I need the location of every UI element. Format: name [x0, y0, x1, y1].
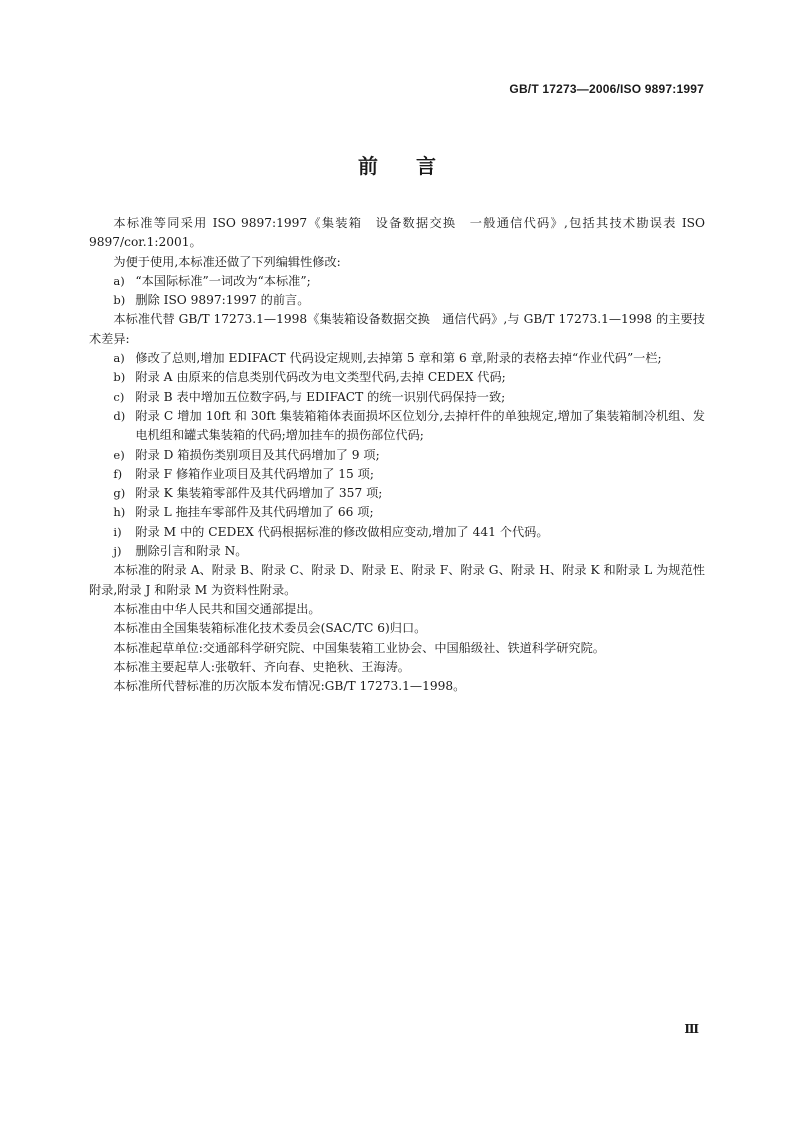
item-label: c) — [113, 389, 125, 404]
item-text: 附录 M 中的 CEDEX 代码根据标准的修改做相应变动,增加了 441 个代码。 — [135, 524, 549, 539]
difference-list-item — [89, 446, 705, 465]
item-text: “本国际标准”一词改为“本标准”; — [135, 273, 311, 288]
item-label: j) — [113, 544, 122, 559]
item-text: 删除 ISO 9897:1997 的前言。 — [135, 293, 310, 308]
difference-list-item — [89, 407, 705, 446]
intro-paragraph: 本标准等同采用 ISO 9897:1997《集装箱 设备数据交换 一般通信代码》,包括其技术勘误表 ISO 9897/cor.1:2001。 — [89, 216, 705, 250]
closing-paragraph: 本标准主要起草人:张敬轩、齐向春、史艳秋、王海涛。 — [113, 659, 410, 674]
item-text: 附录 L 拖挂车零部件及其代码增加了 66 项; — [135, 505, 374, 520]
item-label: f) — [113, 466, 123, 481]
difference-list-item — [89, 542, 705, 561]
item-label: h) — [113, 505, 126, 520]
closing-paragraph: 本标准的附录 A、附录 B、附录 C、附录 D、附录 E、附录 F、附录 G、附录 H、附录 K 和附录 L 为规范性附录,附录 J 和附录 M 为资料性附录。 — [89, 563, 705, 597]
item-text: 修改了总则,增加 EDIFACT 代码设定规则,去掉第 5 章和第 6 章,附录的表格去掉“作业代码”一栏; — [135, 351, 662, 366]
item-label: b) — [113, 370, 126, 385]
item-text: 删除引言和附录 N。 — [135, 544, 248, 559]
difference-list-item — [89, 368, 705, 387]
difference-list-item — [89, 465, 705, 484]
item-text: 附录 D 箱损伤类别项目及其代码增加了 9 项; — [135, 447, 380, 462]
difference-list-item — [89, 388, 705, 407]
item-label: b) — [113, 293, 126, 308]
replace-paragraph: 本标准代替 GB/T 17273.1—1998《集装箱设备数据交换 通信代码》,与 GB/T 17273.1—1998 的主要技术差异: — [89, 312, 705, 346]
item-text: 附录 B 表中增加五位数字码,与 EDIFACT 的统一识别代码保持一致; — [135, 389, 506, 404]
closing-paragraph: 本标准起草单位:交通部科学研究院、中国集装箱工业协会、中国船级社、铁道科学研究院。 — [113, 640, 605, 655]
difference-list-item — [89, 523, 705, 542]
item-label: a) — [113, 273, 125, 288]
page-title: 前言 — [358, 154, 474, 178]
edit-list-item — [89, 272, 705, 291]
difference-list-item — [89, 349, 705, 368]
item-label: a) — [113, 351, 125, 366]
item-label: d) — [113, 408, 126, 423]
item-text: 附录 K 集装箱零部件及其代码增加了 357 项; — [135, 486, 383, 501]
edit-list-item — [89, 291, 705, 310]
item-label: i) — [113, 524, 122, 539]
standard-code-header: GB/T 17273—2006/ISO 9897:1997 — [509, 82, 704, 96]
item-label: e) — [113, 447, 125, 462]
page-number: Ⅲ — [684, 1022, 698, 1036]
closing-paragraph: 本标准所代替标准的历次版本发布情况:GB/T 17273.1—1998。 — [113, 679, 466, 694]
difference-list-item — [89, 484, 705, 503]
item-text: 附录 A 由原来的信息类别代码改为电文类型代码,去掉 CEDEX 代码; — [135, 370, 506, 385]
intro-paragraph: 为便于使用,本标准还做了下列编辑性修改: — [113, 254, 341, 269]
item-text: 附录 C 增加 10ft 和 30ft 集装箱箱体表面损坏区位划分,去掉杆件的单独规定,增加了集装箱制冷机组、发电机组和罐式集装箱的代码;增加挂车的损伤部位代码; — [135, 408, 705, 443]
closing-paragraph: 本标准由全国集装箱标准化技术委员会(SAC/TC 6)归口。 — [113, 621, 427, 636]
preface-body — [89, 214, 705, 696]
item-text: 附录 F 修箱作业项目及其代码增加了 15 项; — [135, 466, 374, 481]
difference-list-item — [89, 503, 705, 522]
closing-paragraph: 本标准由中华人民共和国交通部提出。 — [113, 601, 321, 616]
item-label: g) — [113, 486, 126, 501]
